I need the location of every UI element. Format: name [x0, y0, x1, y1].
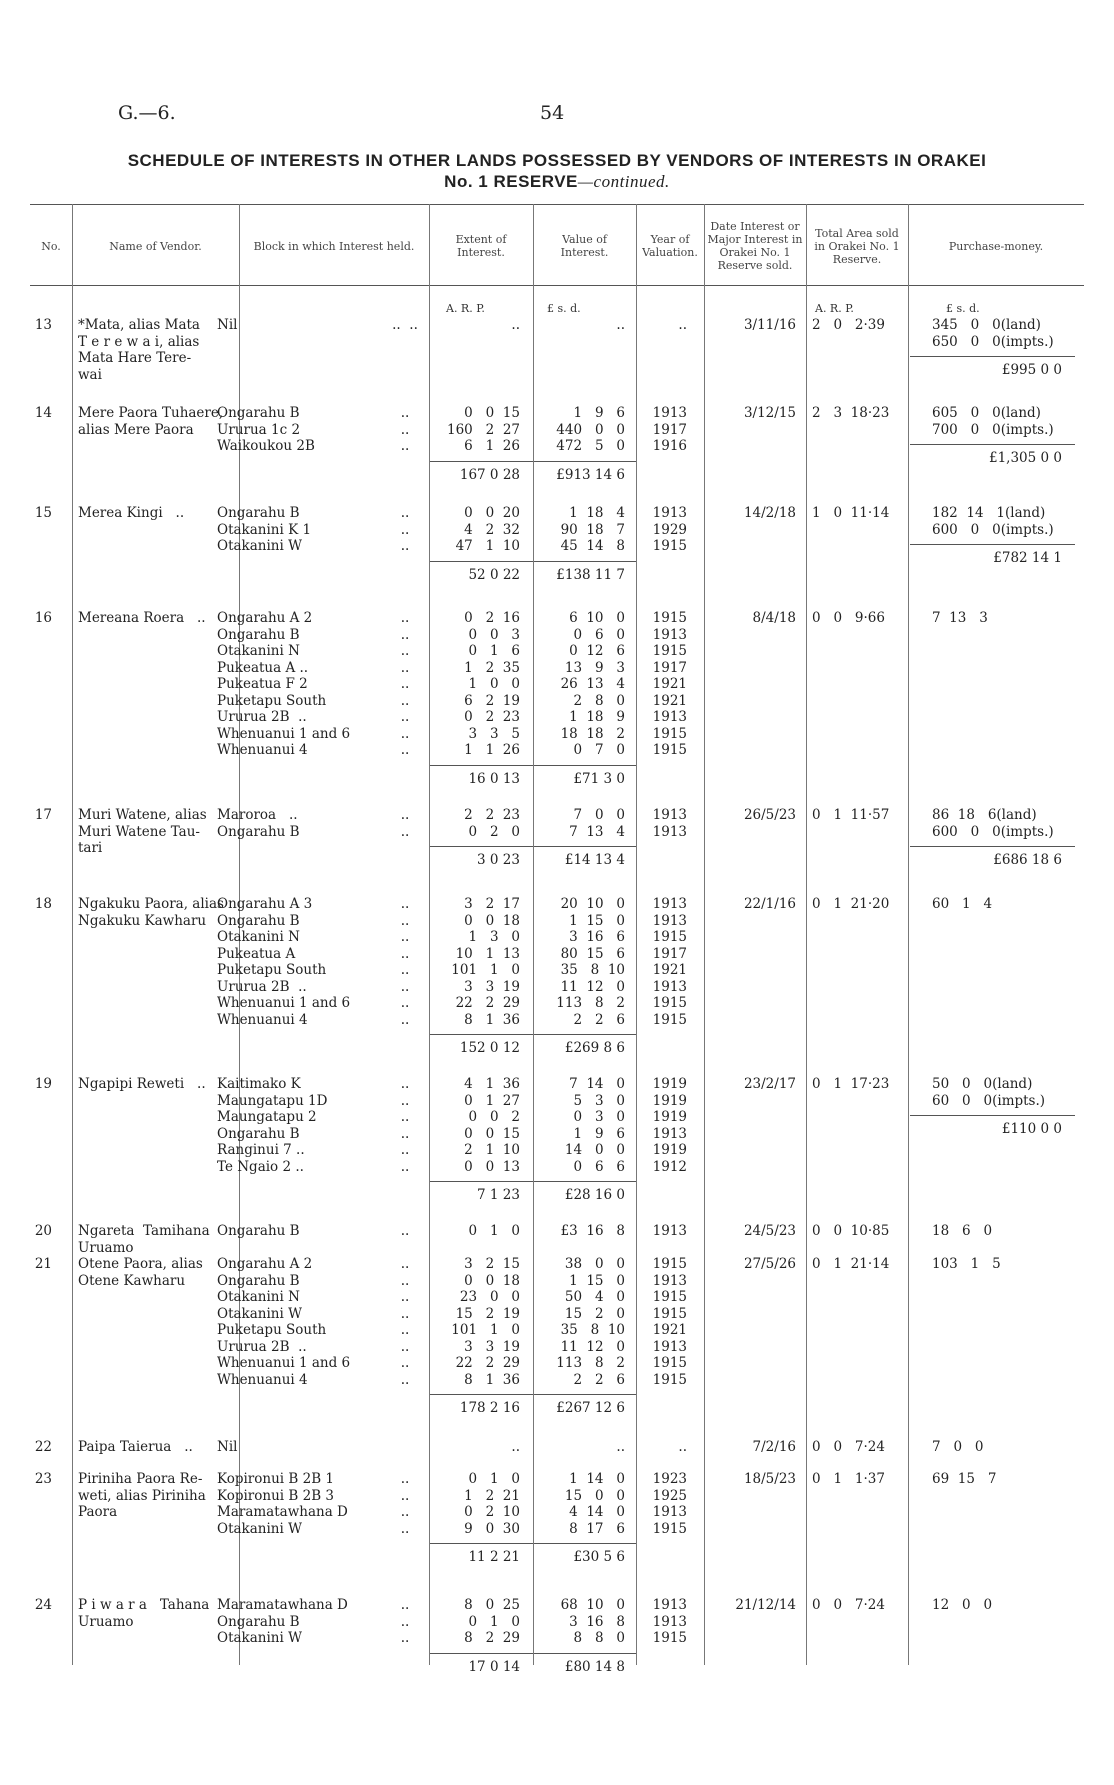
subtotal-rule: [430, 846, 533, 847]
extent-values: 2 2 23 0 2 0: [464, 807, 520, 840]
extent-total: 3 0 23: [477, 852, 520, 868]
extent-total: 52 0 22: [468, 566, 520, 583]
row-number: 18: [34, 896, 52, 912]
area-sold: 0 1 11·57: [812, 807, 890, 823]
extent-total: 16 0 13: [468, 770, 520, 787]
date-sold: 14/2/18: [743, 505, 796, 521]
subtotal-rule: [910, 544, 1075, 545]
date-sold: 26/5/23: [743, 807, 796, 823]
year-values: ..: [678, 317, 687, 333]
extent-total: 152 0 12: [459, 1040, 520, 1056]
area-sold: 0 1 21·20: [812, 896, 890, 912]
subtotal-rule: [430, 461, 533, 462]
extent-values: ..: [511, 317, 520, 333]
table-top-rule: [30, 204, 1084, 205]
value-values: 7 14 0 5 3 0 0 3 0 1 9 6 14 0 0 0 6 6: [564, 1076, 625, 1175]
extent-values: 0 0 20 4 2 32 47 1 10: [455, 505, 520, 554]
block-dots: .. .. ..: [400, 1597, 410, 1646]
year-values: 1923 1925 1913 1915: [652, 1471, 687, 1537]
area-sold: 0 1 17·23: [812, 1076, 890, 1092]
purchase-money: 60 1 4: [932, 896, 993, 912]
subtotal-rule: [910, 356, 1075, 357]
date-sold: 3/11/16: [743, 317, 796, 333]
area-sold: 0 0 7·24: [812, 1439, 885, 1455]
extent-values: 3 2 17 0 0 18 1 3 0 10 1 13 101 1 0 3 3 19 22 2 29 8 1 36: [451, 896, 520, 1028]
row-number: 17: [34, 807, 52, 823]
vendor-name: P i w a r a Tahana Uruamo: [78, 1597, 210, 1630]
subtotal-rule: [534, 461, 636, 462]
value-total: £28 16 0: [564, 1187, 625, 1203]
block-names: Ongarahu B Otakanini K 1 Otakanini W: [217, 505, 312, 554]
value-total: £267 12 6: [556, 1400, 625, 1416]
date-sold: 7/2/16: [752, 1439, 796, 1455]
subtotal-rule: [430, 1181, 533, 1182]
value-values: 6 10 0 0 6 0 0 12 6 13 9 3 26 13 4 2 8 0 1 18 9 18 18 2 0 7 0: [560, 610, 625, 758]
value-total: £138 11 7: [556, 566, 625, 583]
subtotal-rule: [534, 1394, 636, 1395]
area-sold: 0 0 7·24: [812, 1597, 885, 1613]
vendor-name: Ngareta Tamihana Uruamo: [78, 1223, 210, 1256]
vendor-name: Paipa Taierua ..: [78, 1439, 193, 1455]
year-values: 1915 1913 1915 1917 1921 1921 1913 1915 1915: [652, 610, 687, 758]
year-values: 1913 1913: [652, 807, 687, 840]
year-values: 1913 1913 1915 1917 1921 1913 1915 1915: [652, 896, 687, 1028]
col-header-purchase: Purchase-money.: [948, 239, 1044, 253]
block-dots: ..: [400, 1223, 410, 1239]
value-values: 1 9 6 440 0 0 472 5 0: [556, 405, 625, 454]
block-dots: .. .. .. .. .. .. .. .. ..: [400, 610, 410, 758]
column-divider: [704, 204, 705, 1665]
extent-total: 11 2 21: [468, 1549, 520, 1565]
block-names: Ongarahu B: [217, 1223, 300, 1239]
col-header-value: Value of Interest.: [560, 233, 609, 259]
purchase-money: 182 14 1(land) 600 0 0(impts.): [932, 505, 1054, 538]
row-number: 16: [34, 610, 52, 626]
value-values: ..: [616, 317, 625, 333]
subtotal-rule: [430, 1543, 533, 1544]
extent-values: 0 1 0 1 2 21 0 2 10 9 0 30: [464, 1471, 520, 1537]
value-total: £30 5 6: [573, 1549, 625, 1565]
subtotal-rule: [910, 1115, 1075, 1116]
subtotal-rule: [534, 846, 636, 847]
extent-values: ..: [511, 1439, 520, 1455]
extent-values: 8 0 25 0 1 0 8 2 29: [464, 1597, 520, 1646]
unit-value: £ s. d.: [547, 302, 581, 315]
value-values: 1 14 0 15 0 0 4 14 0 8 17 6: [564, 1471, 625, 1537]
vendor-name: Piriniha Paora Re- weti, alias Piriniha Paora: [78, 1471, 206, 1520]
extent-values: 0 0 15 160 2 27 6 1 26: [447, 405, 520, 454]
extent-values: 0 2 16 0 0 3 0 1 6 1 2 35 1 0 0 6 2 19 0 2 23 3 3 5 1 1 26: [464, 610, 520, 758]
row-number: 19: [34, 1076, 52, 1092]
block-names: Maroroa .. Ongarahu B: [217, 807, 300, 840]
value-total: £14 13 4: [564, 852, 625, 868]
area-sold: 0 1 1·37: [812, 1471, 885, 1487]
year-values: 1913: [652, 1223, 687, 1239]
area-sold: 2 0 2·39: [812, 317, 885, 333]
year-values: 1915 1913 1915 1915 1921 1913 1915 1915: [652, 1256, 687, 1388]
subtotal-rule: [910, 846, 1075, 847]
area-sold: 2 3 18·23: [812, 405, 890, 421]
row-number: 20: [34, 1223, 52, 1239]
block-names: Ongarahu B Ururua 1c 2 Waikoukou 2B: [217, 405, 315, 454]
area-sold: 0 0 10·85: [812, 1223, 890, 1239]
year-values: 1913 1913 1915: [652, 1597, 687, 1646]
value-total: £80 14 8: [564, 1658, 625, 1675]
title-line-2: [0, 171, 1114, 192]
extent-total: 167 0 28: [459, 466, 520, 483]
extent-values: 3 2 15 0 0 18 23 0 0 15 2 19 101 1 0 3 3 19 22 2 29 8 1 36: [451, 1256, 520, 1388]
vendor-name: Mereana Roera ..: [78, 610, 206, 626]
date-sold: 27/5/26: [743, 1256, 796, 1272]
block-names: Nil: [217, 317, 238, 333]
purchase-money: 86 18 6(land) 600 0 0(impts.): [932, 807, 1054, 840]
block-dots: .. .. ..: [400, 405, 410, 454]
col-header-date: Date Interest or Major Interest in Orakei No. 1 Reserve sold.: [707, 220, 803, 272]
subtotal-rule: [534, 561, 636, 562]
subtotal-rule: [534, 1543, 636, 1544]
subtotal-rule: [430, 1394, 533, 1395]
title-line-2-italic: —continued.: [577, 172, 670, 191]
purchase-total: £995 0 0: [1001, 362, 1062, 378]
block-dots: .. .. ..: [400, 505, 410, 554]
row-number: 13: [34, 317, 52, 333]
block-names: Kaitimako K Maungatapu 1D Maungatapu 2 Ongarahu B Ranginui 7 .. Te Ngaio 2 ..: [217, 1076, 328, 1175]
date-sold: 24/5/23: [743, 1223, 796, 1239]
block-dots: .. ..: [392, 317, 418, 333]
block-names: Nil: [217, 1439, 238, 1455]
col-header-no: No.: [41, 239, 61, 253]
title-line-1: SCHEDULE OF INTERESTS IN OTHER LANDS POSSESSED BY VENDORS OF INTERESTS IN ORAKEI: [127, 151, 987, 170]
block-dots: .. .. .. .. .. .. .. ..: [400, 896, 410, 1028]
col-header-name: Name of Vendor.: [109, 239, 202, 253]
purchase-money: 12 0 0: [932, 1597, 993, 1613]
extent-values: 4 1 36 0 1 27 0 0 2 0 0 15 2 1 10 0 0 13: [464, 1076, 520, 1175]
value-values: 20 10 0 1 15 0 3 16 6 80 15 6 35 8 10 11 12 0 113 8 2 2 2 6: [556, 896, 625, 1028]
col-header-area: Total Area sold in Orakei No. 1 Reserve.: [814, 226, 900, 266]
value-values: 7 0 0 7 13 4: [569, 807, 625, 840]
block-dots: .. .. .. .. .. ..: [400, 1076, 410, 1175]
col-header-block: Block in which Interest held.: [253, 239, 415, 253]
column-divider: [533, 204, 534, 1665]
vendor-name: Ngapipi Reweti ..: [78, 1076, 206, 1092]
subtotal-rule: [430, 765, 533, 766]
vendor-name: Otene Paora, alias Otene Kawharu: [78, 1256, 203, 1289]
block-dots: .. .. .. ..: [400, 1471, 410, 1537]
date-sold: 3/12/15: [743, 405, 796, 421]
vendor-name: Ngakuku Paora, alias Ngakuku Kawharu: [78, 896, 224, 929]
value-total: £269 8 6: [564, 1040, 625, 1056]
value-values: £3 16 8: [560, 1223, 625, 1239]
block-names: Maramatawhana D Ongarahu B Otakanini W: [217, 1597, 348, 1646]
column-divider: [908, 204, 909, 1665]
row-number: 15: [34, 505, 52, 521]
row-number: 23: [34, 1471, 52, 1487]
vendor-name: Mere Paora Tuhaere, alias Mere Paora: [78, 405, 224, 438]
page-reference: G.—6.: [118, 102, 176, 124]
date-sold: 22/1/16: [743, 896, 796, 912]
block-dots: .. .. .. .. .. .. .. ..: [400, 1256, 410, 1388]
date-sold: 21/12/14: [735, 1597, 796, 1613]
extent-total: 17 0 14: [468, 1658, 520, 1675]
purchase-total: £686 18 6: [993, 852, 1062, 868]
unit-extent: A. R. P.: [446, 302, 485, 315]
block-names: Ongarahu A 2 Ongarahu B Otakanini N Pukeatua A .. Pukeatua F 2 Puketapu South Ururua 2B .. Whenuanui 1 and 6 Whenuanui 4: [217, 610, 351, 758]
purchase-total: £110 0 0: [1001, 1121, 1062, 1137]
value-total: £71 3 0: [573, 770, 625, 787]
subtotal-rule: [534, 1181, 636, 1182]
subtotal-rule: [430, 561, 533, 562]
purchase-money: 345 0 0(land) 650 0 0(impts.): [932, 317, 1054, 350]
vendor-name: Muri Watene, alias Muri Watene Tau- tari: [78, 807, 207, 856]
purchase-money: 605 0 0(land) 700 0 0(impts.): [932, 405, 1054, 438]
value-values: 68 10 0 3 16 8 8 8 0: [560, 1597, 625, 1646]
block-names: Kopironui B 2B 1 Kopironui B 2B 3 Maramatawhana D Otakanini W: [217, 1471, 348, 1537]
year-values: ..: [678, 1439, 687, 1455]
header-bottom-rule: [30, 285, 1084, 286]
date-sold: 18/5/23: [743, 1471, 796, 1487]
subtotal-rule: [534, 1653, 636, 1654]
subtotal-rule: [430, 1653, 533, 1654]
purchase-total: £1,305 0 0: [989, 450, 1062, 466]
column-divider: [636, 204, 637, 1665]
year-values: 1919 1919 1919 1913 1919 1912: [652, 1076, 687, 1175]
row-number: 14: [34, 405, 52, 421]
block-names: Ongarahu A 2 Ongarahu B Otakanini N Otakanini W Puketapu South Ururua 2B .. Whenuanui 1 and 6 Whenuanui 4: [217, 1256, 351, 1388]
value-total: £913 14 6: [556, 466, 625, 483]
subtotal-rule: [430, 1034, 533, 1035]
value-values: 1 18 4 90 18 7 45 14 8: [560, 505, 625, 554]
unit-purchase: £ s. d.: [946, 302, 980, 315]
block-names: Ongarahu A 3 Ongarahu B Otakanini N Pukeatua A Puketapu South Ururua 2B .. Whenuanui 1 and 6 Whenuanui 4: [217, 896, 351, 1028]
subtotal-rule: [910, 444, 1075, 445]
row-number: 21: [34, 1256, 52, 1272]
extent-total: 178 2 16: [459, 1400, 520, 1416]
subtotal-rule: [534, 1034, 636, 1035]
purchase-money: 7 13 3: [932, 610, 988, 626]
column-divider: [806, 204, 807, 1665]
row-number: 24: [34, 1597, 52, 1613]
purchase-total: £782 14 1: [993, 550, 1062, 566]
area-sold: 0 1 21·14: [812, 1256, 890, 1272]
col-header-extent: Extent of Interest.: [455, 233, 507, 259]
purchase-money: 7 0 0: [932, 1439, 984, 1455]
area-sold: 0 0 9·66: [812, 610, 885, 626]
subtotal-rule: [534, 765, 636, 766]
page-number: 54: [540, 102, 565, 124]
row-number: 22: [34, 1439, 52, 1455]
vendor-name: Merea Kingi ..: [78, 505, 185, 521]
extent-values: 0 1 0: [468, 1223, 520, 1239]
purchase-money: 50 0 0(land) 60 0 0(impts.): [932, 1076, 1046, 1109]
area-sold: 1 0 11·14: [812, 505, 890, 521]
date-sold: 23/2/17: [743, 1076, 796, 1092]
purchase-money: 18 6 0: [932, 1223, 993, 1239]
purchase-money: 103 1 5: [932, 1256, 1001, 1272]
col-header-year: Year of Valuation.: [642, 233, 698, 259]
column-divider: [72, 204, 73, 1665]
value-values: ..: [616, 1439, 625, 1455]
vendor-name: *Mata, alias Mata T e r e w a i, alias Mata Hare Tere- wai: [78, 317, 200, 383]
year-values: 1913 1917 1916: [652, 405, 687, 454]
date-sold: 8/4/18: [752, 610, 796, 626]
page-title: [0, 150, 1114, 192]
purchase-money: 69 15 7: [932, 1471, 997, 1487]
unit-area: A. R. P.: [815, 302, 854, 315]
extent-total: 7 1 23: [477, 1187, 520, 1203]
block-dots: .. ..: [400, 807, 410, 840]
year-values: 1913 1929 1915: [652, 505, 687, 554]
value-values: 38 0 0 1 15 0 50 4 0 15 2 0 35 8 10 11 12 0 113 8 2 2 2 6: [556, 1256, 625, 1388]
title-line-2-main: No. 1 RESERVE: [444, 172, 578, 191]
